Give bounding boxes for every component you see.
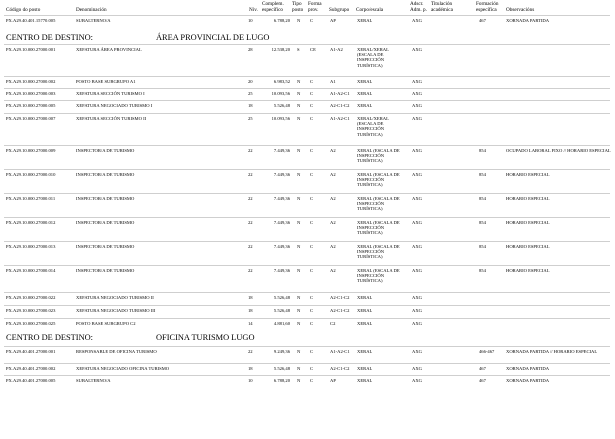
corpo-escala-cell: XERAL bbox=[357, 321, 373, 326]
adscr-adm-cell: AXG bbox=[412, 91, 422, 96]
complemento-cell: 6.788,20 bbox=[273, 18, 290, 23]
forma-prov-cell: C bbox=[310, 148, 314, 153]
observacions-cell: XORNADA PARTIDA bbox=[506, 366, 550, 371]
row-divider bbox=[4, 88, 610, 89]
row-divider bbox=[4, 15, 610, 16]
tipo-posto-cell: N bbox=[297, 116, 301, 121]
forma-prov-cell: C bbox=[310, 366, 314, 371]
adscr-adm-cell: AXG bbox=[412, 172, 422, 177]
subgrupo-cell: A2-C1-C2 bbox=[330, 308, 350, 313]
niv-cell: 18 bbox=[248, 103, 253, 108]
observacions-cell: HORARIO ESPECIAL bbox=[506, 220, 550, 225]
observacions-cell: XORNADA PARTIDA bbox=[506, 18, 550, 23]
adscr-adm-cell: AXG bbox=[412, 103, 422, 108]
corpo-escala-cell: XERAL bbox=[357, 18, 373, 23]
codigo-cell: PX.A29.40.401.27000.001 bbox=[6, 349, 56, 354]
row-divider bbox=[4, 346, 610, 347]
centro-destino-area bbox=[6, 33, 269, 42]
niv-cell: 10 bbox=[248, 378, 253, 383]
formacion-cell: 854 bbox=[479, 172, 486, 177]
complemento-cell: 4.881,60 bbox=[273, 321, 290, 326]
complemento-cell: 5.526,48 bbox=[273, 308, 290, 313]
tipo-posto-cell: N bbox=[297, 295, 301, 300]
centro-label: CENTRO DE DESTINO: bbox=[6, 33, 94, 42]
corpo-escala-cell: XERAL (ESCALA DE INSPECCIÓN TURÍSTICA) bbox=[357, 172, 400, 188]
subgrupo-cell: A2 bbox=[330, 244, 336, 249]
complemento-cell: 10.093,56 bbox=[271, 116, 290, 121]
corpo-escala-cell: XERAL (ESCALA DE INSPECCIÓN TURÍSTICA) bbox=[357, 196, 400, 212]
denominacion-cell: SUBALTERNO/A bbox=[76, 378, 111, 383]
forma-prov-cell: C bbox=[310, 378, 314, 383]
denominacion-cell: POSTO BASE SUBGRUPO C2 bbox=[76, 321, 136, 326]
codigo-cell: PX.A29.10.000.27000.013 bbox=[6, 244, 56, 249]
subgrupo-cell: A1-A2 bbox=[330, 47, 343, 52]
adscr-adm-cell: AXG bbox=[412, 18, 422, 23]
niv-cell: 14 bbox=[248, 321, 253, 326]
tipo-posto-cell: N bbox=[297, 321, 301, 326]
complemento-cell: 7.449,36 bbox=[273, 220, 290, 225]
denominacion-cell: XEFATURA NEGOCIADO TURISMO III bbox=[76, 308, 156, 313]
centro-destino-oficina bbox=[6, 333, 255, 342]
codigo-cell: PX.A29.40.401.27000.005 bbox=[6, 378, 56, 383]
corpo-escala-cell: XERAL bbox=[357, 349, 373, 354]
forma-prov-cell: C bbox=[310, 196, 314, 201]
corpo-escala-cell: XERAL bbox=[357, 79, 373, 84]
denominacion-cell: XEFATURA ÁREA PROVINCIAL bbox=[76, 47, 142, 52]
subgrupo-cell: A2 bbox=[330, 196, 336, 201]
header-corpo-escala: Corpo/escala bbox=[356, 7, 384, 13]
observacions-cell: HORARIO ESPECIAL bbox=[506, 172, 550, 177]
observacions-cell: XORNADA PARTIDA bbox=[506, 378, 550, 383]
complemento-cell: 7.449,36 bbox=[273, 244, 290, 249]
row-divider bbox=[4, 113, 610, 114]
complemento-cell: 7.449,36 bbox=[273, 172, 290, 177]
niv-cell: 28 bbox=[248, 47, 253, 52]
tipo-posto-cell: N bbox=[297, 308, 301, 313]
subgrupo-cell: A1-A2-C1 bbox=[330, 91, 350, 96]
corpo-escala-cell: XERAL (ESCALA DE INSPECCIÓN TURÍSTICA) bbox=[357, 244, 400, 260]
denominacion-cell: INSPECTOR/A DE TURISMO bbox=[76, 268, 135, 273]
formacion-cell: 466-467 bbox=[479, 349, 495, 354]
complemento-cell: 7.449,36 bbox=[273, 268, 290, 273]
row-divider bbox=[4, 363, 610, 364]
complemento-cell: 6.983,52 bbox=[273, 79, 290, 84]
adscr-adm-cell: AXG bbox=[412, 321, 422, 326]
denominacion-cell: XEFATURA NEGOCIADO TURISMO I bbox=[76, 103, 153, 108]
adscr-adm-cell: AXG bbox=[412, 268, 422, 273]
subgrupo-cell: A2-C1-C2 bbox=[330, 103, 350, 108]
corpo-escala-cell: XERAL bbox=[357, 366, 373, 371]
tipo-posto-cell: N bbox=[297, 220, 301, 225]
adscr-adm-cell: AXG bbox=[412, 244, 422, 249]
codigo-cell: PX.A29.10.000.27000.003 bbox=[6, 91, 56, 96]
row-divider bbox=[4, 375, 610, 376]
denominacion-cell: XEFATURA NEGOCIADO TURISMO II bbox=[76, 295, 154, 300]
header-niv: Niv. bbox=[249, 7, 258, 13]
header-tipo-posto: Tipo posto bbox=[292, 1, 304, 13]
codigo-cell: PX.A29.10.000.27000.014 bbox=[6, 268, 56, 273]
adscr-adm-cell: AXG bbox=[412, 295, 422, 300]
header-denominacion: Denominación bbox=[76, 7, 107, 13]
adscr-adm-cell: AXG bbox=[412, 366, 422, 371]
row-divider bbox=[4, 318, 610, 319]
subgrupo-cell: A2-C1-C2 bbox=[330, 295, 350, 300]
centro-name: OFICINA TURISMO LUGO bbox=[156, 333, 255, 342]
corpo-escala-cell: XERAL (ESCALA DE INSPECCIÓN TURÍSTICA) bbox=[357, 220, 400, 236]
observacions-cell: OCUPADO LABORAL FIXO // HORARIO ESPECIAL bbox=[506, 148, 611, 153]
complemento-cell: 12.538,20 bbox=[271, 47, 290, 52]
complemento-cell: 7.449,36 bbox=[273, 196, 290, 201]
adscr-adm-cell: AXG bbox=[412, 47, 422, 52]
centro-name: ÁREA PROVINCIAL DE LUGO bbox=[156, 33, 270, 42]
tipo-posto-cell: N bbox=[297, 79, 301, 84]
corpo-escala-cell: XERAL/XERAL (ESCALA DE INSPECCIÓN TURÍSTICA) bbox=[357, 116, 389, 137]
subgrupo-cell: A2-C1-C2 bbox=[330, 366, 350, 371]
formacion-cell: 854 bbox=[479, 244, 486, 249]
row-divider bbox=[4, 76, 610, 77]
forma-prov-cell: C bbox=[310, 103, 314, 108]
formacion-cell: 854 bbox=[479, 148, 486, 153]
row-divider bbox=[4, 100, 610, 101]
subgrupo-cell: A1-A2-C1 bbox=[330, 116, 350, 121]
header-formacion: Formación específica bbox=[476, 1, 499, 13]
adscr-adm-cell: AXG bbox=[412, 196, 422, 201]
formacion-cell: 467 bbox=[479, 378, 486, 383]
header-codigo: Código do posto bbox=[6, 7, 41, 13]
adscr-adm-cell: AXG bbox=[412, 79, 422, 84]
row-divider bbox=[4, 241, 610, 242]
denominacion-cell: SUBALTERNO/A bbox=[76, 18, 111, 23]
niv-cell: 25 bbox=[248, 116, 253, 121]
corpo-escala-cell: XERAL bbox=[357, 103, 373, 108]
complemento-cell: 9.249,36 bbox=[273, 349, 290, 354]
forma-prov-cell: C bbox=[310, 220, 314, 225]
niv-cell: 22 bbox=[248, 196, 253, 201]
tipo-posto-cell: N bbox=[297, 91, 301, 96]
row-divider bbox=[4, 193, 610, 194]
observacions-cell: XORNADA PARTIDA // HORARIO ESPECIAL bbox=[506, 349, 598, 354]
denominacion-cell: RESPONSABLE DE OFICINA TURISMO bbox=[76, 349, 157, 354]
denominacion-cell: XEFATURA SECCIÓN TURISMO I bbox=[76, 91, 145, 96]
row-divider bbox=[4, 305, 610, 306]
corpo-escala-cell: XERAL bbox=[357, 378, 373, 383]
codigo-cell: PX.A29.10.000.27000.022 bbox=[6, 295, 56, 300]
forma-prov-cell: C bbox=[310, 79, 314, 84]
subgrupo-cell: A2 bbox=[330, 172, 336, 177]
adscr-adm-cell: AXG bbox=[412, 308, 422, 313]
subgrupo-cell: A2 bbox=[330, 268, 336, 273]
forma-prov-cell: C bbox=[310, 308, 314, 313]
row-divider bbox=[4, 145, 610, 146]
corpo-escala-cell: XERAL bbox=[357, 295, 373, 300]
denominacion-cell: INSPECTOR/A DE TURISMO bbox=[76, 172, 135, 177]
codigo-cell: PX.A29.10.000.27000.012 bbox=[6, 220, 56, 225]
codigo-cell: PX.A29.10.000.27000.007 bbox=[6, 116, 56, 121]
header-adscr-adm: Adscr. Adm. p. bbox=[410, 1, 427, 13]
forma-prov-cell: C bbox=[310, 268, 314, 273]
forma-prov-cell: C bbox=[310, 91, 314, 96]
row-divider bbox=[4, 292, 610, 293]
corpo-escala-cell: XERAL/XERAL (ESCALA DE INSPECCIÓN TURÍSTICA) bbox=[357, 47, 389, 68]
complemento-cell: 5.526,48 bbox=[273, 103, 290, 108]
formacion-cell: 467 bbox=[479, 366, 486, 371]
tipo-posto-cell: N bbox=[297, 378, 301, 383]
forma-prov-cell: C bbox=[310, 295, 314, 300]
tipo-posto-cell: N bbox=[297, 103, 301, 108]
forma-prov-cell: CE bbox=[310, 47, 316, 52]
complemento-cell: 5.526,48 bbox=[273, 295, 290, 300]
niv-cell: 22 bbox=[248, 349, 253, 354]
niv-cell: 10 bbox=[248, 18, 253, 23]
denominacion-cell: XEFATURA NEGOCIADO OFICINA TURISMO bbox=[76, 366, 170, 371]
forma-prov-cell: C bbox=[310, 321, 314, 326]
tipo-posto-cell: N bbox=[297, 268, 301, 273]
niv-cell: 22 bbox=[248, 244, 253, 249]
niv-cell: 22 bbox=[248, 220, 253, 225]
formacion-cell: 854 bbox=[479, 220, 486, 225]
centro-label: CENTRO DE DESTINO: bbox=[6, 333, 94, 342]
denominacion-cell: POSTO BASE SUBGRUPO A1 bbox=[76, 79, 136, 84]
adscr-adm-cell: AXG bbox=[412, 148, 422, 153]
row-divider bbox=[4, 217, 610, 218]
tipo-posto-cell: N bbox=[297, 148, 301, 153]
niv-cell: 18 bbox=[248, 308, 253, 313]
codigo-cell: PX.A29.40.401.27000.002 bbox=[6, 366, 56, 371]
row-divider bbox=[4, 44, 610, 45]
forma-prov-cell: C bbox=[310, 172, 314, 177]
complemento-cell: 5.526,48 bbox=[273, 366, 290, 371]
denominacion-cell: XEFATURA SECCIÓN TURISMO II bbox=[76, 116, 147, 121]
subgrupo-cell: AP bbox=[330, 378, 336, 383]
forma-prov-cell: C bbox=[310, 349, 314, 354]
codigo-cell: PX.A29.10.000.27000.025 bbox=[6, 321, 56, 326]
observacions-cell: HORARIO ESPECIAL bbox=[506, 196, 550, 201]
tipo-posto-cell: N bbox=[297, 244, 301, 249]
corpo-escala-cell: XERAL bbox=[357, 308, 373, 313]
formacion-cell: 854 bbox=[479, 268, 486, 273]
niv-cell: 22 bbox=[248, 148, 253, 153]
adscr-adm-cell: AXG bbox=[412, 349, 422, 354]
codigo-cell: PX.A29.40.401.15770.005 bbox=[6, 18, 56, 23]
tipo-posto-cell: N bbox=[297, 349, 301, 354]
corpo-escala-cell: XERAL (ESCALA DE INSPECCIÓN TURÍSTICA) bbox=[357, 148, 400, 164]
subgrupo-cell: AP bbox=[330, 18, 336, 23]
tipo-posto-cell: N bbox=[297, 172, 301, 177]
codigo-cell: PX.A29.10.000.27000.002 bbox=[6, 79, 56, 84]
observacions-cell: HORARIO ESPECIAL bbox=[506, 244, 550, 249]
denominacion-cell: INSPECTOR/A DE TURISMO bbox=[76, 196, 135, 201]
niv-cell: 25 bbox=[248, 91, 253, 96]
observacions-cell: HORARIO ESPECIAL bbox=[506, 268, 550, 273]
subgrupo-cell: A2 bbox=[330, 148, 336, 153]
tipo-posto-cell: N bbox=[297, 366, 301, 371]
forma-prov-cell: C bbox=[310, 18, 314, 23]
tipo-posto-cell: S bbox=[297, 47, 300, 52]
tipo-posto-cell: N bbox=[297, 18, 301, 23]
codigo-cell: PX.A29.10.000.27000.001 bbox=[6, 47, 56, 52]
forma-prov-cell: C bbox=[310, 116, 314, 121]
header-titulacion: Titulación académica bbox=[431, 1, 453, 13]
complemento-cell: 6.788,20 bbox=[273, 378, 290, 383]
adscr-adm-cell: AXG bbox=[412, 378, 422, 383]
corpo-escala-cell: XERAL bbox=[357, 91, 373, 96]
niv-cell: 20 bbox=[248, 79, 253, 84]
niv-cell: 18 bbox=[248, 366, 253, 371]
niv-cell: 22 bbox=[248, 268, 253, 273]
adscr-adm-cell: AXG bbox=[412, 116, 422, 121]
row-divider bbox=[4, 169, 610, 170]
header-subgrupo: Subgrupo bbox=[329, 7, 350, 13]
header-complemento: Complem. específico bbox=[262, 1, 284, 13]
header-forma-prov: Forma prov. bbox=[308, 1, 322, 13]
subgrupo-cell: A2 bbox=[330, 220, 336, 225]
niv-cell: 22 bbox=[248, 172, 253, 177]
denominacion-cell: INSPECTOR/A DE TURISMO bbox=[76, 244, 135, 249]
corpo-escala-cell: XERAL (ESCALA DE INSPECCIÓN TURÍSTICA) bbox=[357, 268, 400, 284]
codigo-cell: PX.A29.10.000.27000.005 bbox=[6, 103, 56, 108]
subgrupo-cell: A1-A2-C1 bbox=[330, 349, 350, 354]
formacion-cell: 467 bbox=[479, 18, 486, 23]
adscr-adm-cell: AXG bbox=[412, 220, 422, 225]
denominacion-cell: INSPECTOR/A DE TURISMO bbox=[76, 148, 135, 153]
formacion-cell: 854 bbox=[479, 196, 486, 201]
subgrupo-cell: A1 bbox=[330, 79, 336, 84]
denominacion-cell: INSPECTOR/A DE TURISMO bbox=[76, 220, 135, 225]
forma-prov-cell: C bbox=[310, 244, 314, 249]
complemento-cell: 7.449,36 bbox=[273, 148, 290, 153]
niv-cell: 18 bbox=[248, 295, 253, 300]
codigo-cell: PX.A29.10.000.27000.023 bbox=[6, 308, 56, 313]
codigo-cell: PX.A29.10.000.27000.009 bbox=[6, 148, 56, 153]
complemento-cell: 10.093,56 bbox=[271, 91, 290, 96]
row-divider bbox=[4, 265, 610, 266]
codigo-cell: PX.A29.10.000.27000.010 bbox=[6, 172, 56, 177]
tipo-posto-cell: N bbox=[297, 196, 301, 201]
codigo-cell: PX.A29.10.000.27000.011 bbox=[6, 196, 56, 201]
header-observacions: Observacións bbox=[506, 7, 535, 13]
subgrupo-cell: C2 bbox=[330, 321, 336, 326]
